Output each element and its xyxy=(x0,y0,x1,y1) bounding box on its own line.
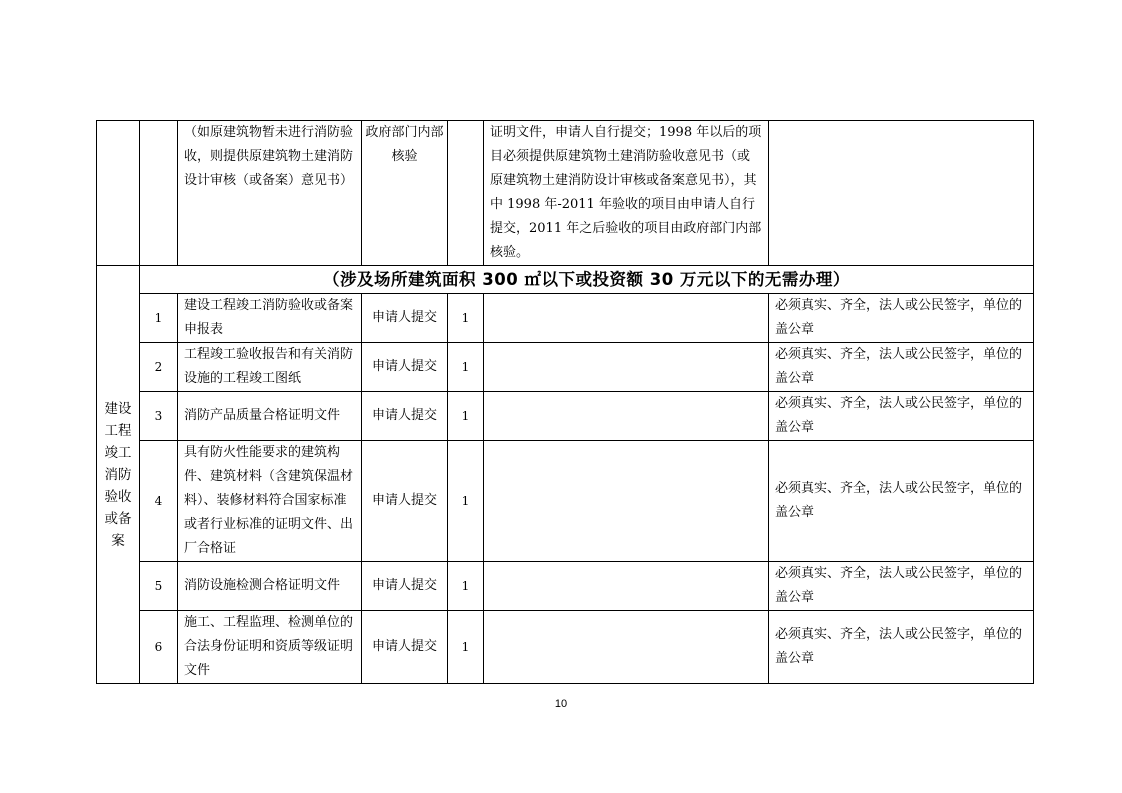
remark-cell: 必须真实、齐全，法人或公民签字，单位的盖公章 xyxy=(769,611,1034,684)
copies-cell: 1 xyxy=(448,343,484,392)
row-number: 4 xyxy=(140,441,178,562)
page-number: 10 xyxy=(554,698,568,710)
requirement-cell xyxy=(484,392,769,441)
remark-cell: 必须真实、齐全，法人或公民签字，单位的盖公章 xyxy=(769,294,1034,343)
source-cell: 申请人提交 xyxy=(362,294,448,343)
row-number: 1 xyxy=(140,294,178,343)
remark-cell: 必须真实、齐全，法人或公民签字，单位的盖公章 xyxy=(769,343,1034,392)
number-cell-empty xyxy=(140,121,178,266)
material-cell: 具有防火性能要求的建筑构件、建筑材料（含建筑保温材料）、装修材料符合国家标准或者行业标准的证明文件、出厂合格证 xyxy=(178,441,362,562)
table-row xyxy=(97,392,1034,441)
remark-cell: 必须真实、齐全，法人或公民签字，单位的盖公章 xyxy=(769,392,1034,441)
row-number: 3 xyxy=(140,392,178,441)
material-cell: 施工、工程监理、检测单位的合法身份证明和资质等级证明文件 xyxy=(178,611,362,684)
copies-cell: 1 xyxy=(448,441,484,562)
remark-cell: 必须真实、齐全，法人或公民签字，单位的盖公章 xyxy=(769,441,1034,562)
continuation-row xyxy=(97,121,1034,266)
requirement-cell xyxy=(484,294,769,343)
category-cell: 建设工程竣工消防验收或备案 xyxy=(97,266,140,684)
remark-cell-empty xyxy=(769,121,1034,266)
row-number: 6 xyxy=(140,611,178,684)
table-row xyxy=(97,562,1034,611)
material-cell: 消防设施检测合格证明文件 xyxy=(178,562,362,611)
copies-cell: 1 xyxy=(448,562,484,611)
section-note: （涉及场所建筑面积 300 ㎡以下或投资额 30 万元以下的无需办理） xyxy=(140,266,1034,294)
source-cell: 申请人提交 xyxy=(362,343,448,392)
row-number: 5 xyxy=(140,562,178,611)
requirement-cell xyxy=(484,562,769,611)
material-cell: 建设工程竣工消防验收或备案申报表 xyxy=(178,294,362,343)
material-cell: 工程竣工验收报告和有关消防设施的工程竣工图纸 xyxy=(178,343,362,392)
source-cell: 申请人提交 xyxy=(362,392,448,441)
requirement-cell xyxy=(484,343,769,392)
section-note-row xyxy=(97,266,1034,294)
remark-cell: 必须真实、齐全，法人或公民签字，单位的盖公章 xyxy=(769,562,1034,611)
row-number: 2 xyxy=(140,343,178,392)
source-cell: 申请人提交 xyxy=(362,611,448,684)
table-row xyxy=(97,611,1034,684)
source-cell: 申请人提交 xyxy=(362,562,448,611)
category-cell-empty xyxy=(97,121,140,266)
copies-cell: 1 xyxy=(448,611,484,684)
source-cell: 申请人提交 xyxy=(362,441,448,562)
material-cell: 消防产品质量合格证明文件 xyxy=(178,392,362,441)
copies-cell-empty xyxy=(448,121,484,266)
material-cell: （如原建筑物暂未进行消防验收，则提供原建筑物土建消防设计审核（或备案）意见书） xyxy=(178,121,362,266)
source-cell: 政府部门内部核验 xyxy=(362,121,448,266)
copies-cell: 1 xyxy=(448,392,484,441)
materials-table xyxy=(96,120,1034,684)
table-row xyxy=(97,294,1034,343)
requirement-cell xyxy=(484,611,769,684)
requirement-cell: 证明文件，申请人自行提交；1998 年以后的项目必须提供原建筑物土建消防验收意见书（或原建筑物土建消防设计审核或备案意见书），其中 1998 年-2011 年验收的项目由申请人自行提交，2011 年之后验收的项目由政府部门内部核验。 xyxy=(484,121,769,266)
table-row xyxy=(97,441,1034,562)
requirement-cell xyxy=(484,441,769,562)
copies-cell: 1 xyxy=(448,294,484,343)
table-row xyxy=(97,343,1034,392)
